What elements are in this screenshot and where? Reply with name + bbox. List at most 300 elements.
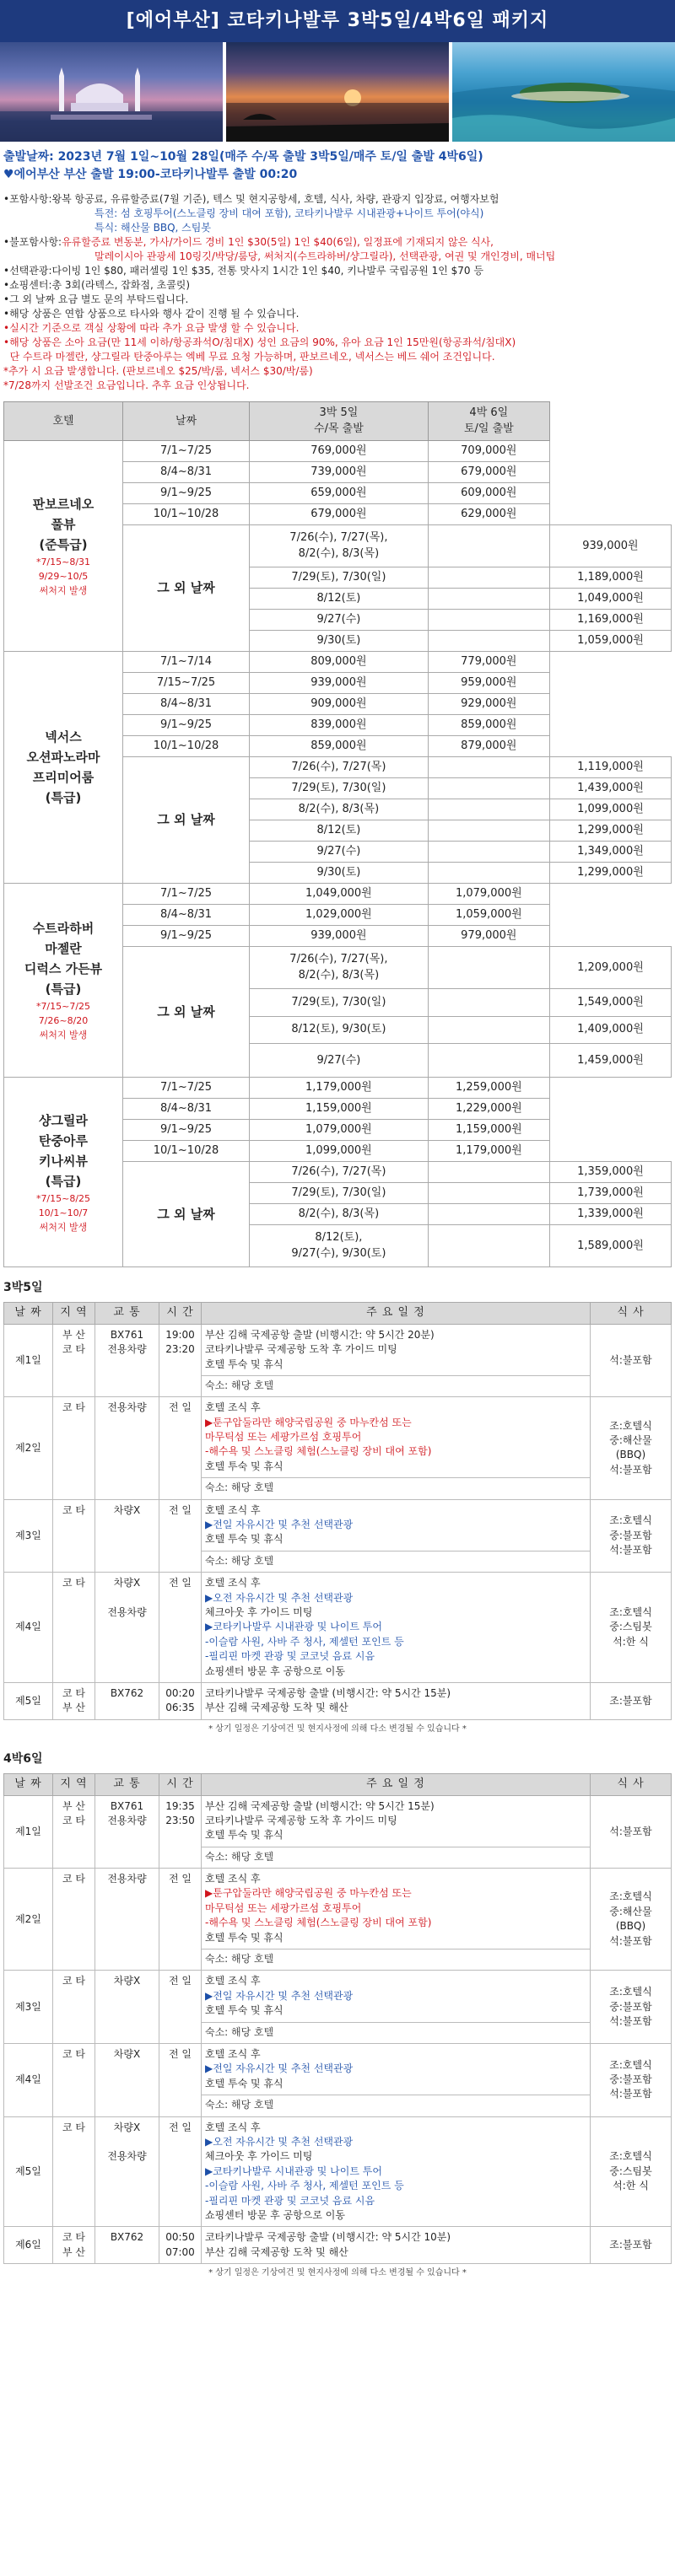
price-4n6d: 1,229,000원 bbox=[428, 1099, 549, 1120]
price-3n5d bbox=[428, 842, 549, 863]
photo-strip bbox=[0, 42, 675, 142]
itin-transport bbox=[95, 1682, 159, 1719]
price-3n5d: 839,000원 bbox=[250, 715, 429, 736]
itin-day: 제3일 bbox=[4, 1499, 53, 1573]
price-date-line: 8/12(토) bbox=[316, 592, 361, 605]
price-date: 7/1~7/25 bbox=[123, 1078, 250, 1099]
price-date-line: 9/30(토) bbox=[316, 634, 361, 648]
price-3n5d bbox=[428, 525, 549, 567]
info-text: 총 3회(라텍스, 잡화점, 초콜릿) bbox=[51, 279, 191, 292]
itin-time-line: 19:35 bbox=[165, 1799, 195, 1812]
itin-region-line: 코 타 bbox=[62, 1975, 85, 1987]
price-3n5d: 679,000원 bbox=[250, 504, 429, 525]
itin-schedule-line: ▶전일 자유시간 및 추천 선택관광 bbox=[205, 2062, 354, 2075]
price-4n6d: 1,739,000원 bbox=[549, 1183, 671, 1204]
itin-region-line: 부 산 bbox=[62, 1328, 85, 1341]
price-date bbox=[250, 1204, 429, 1225]
price-3n5d bbox=[428, 1204, 549, 1225]
price-date-line: 7/26(수), 7/27(목) bbox=[291, 1165, 386, 1179]
hotel-name-line: 디럭스 가든뷰 bbox=[24, 961, 103, 977]
price-date: 9/1~9/25 bbox=[123, 715, 250, 736]
price-3n5d: 1,079,000원 bbox=[250, 1120, 429, 1141]
price-date: 9/1~9/25 bbox=[123, 1120, 250, 1141]
itin-schedule-line: 호텔 조식 후 bbox=[205, 2121, 261, 2133]
price-date bbox=[250, 567, 429, 589]
itin-time-line: 전 일 bbox=[169, 1577, 192, 1589]
price-4n6d: 1,059,000원 bbox=[428, 905, 549, 926]
itin-time-line: 19:00 bbox=[165, 1328, 195, 1341]
info-line bbox=[3, 321, 672, 336]
price-date bbox=[250, 1044, 429, 1078]
itin-schedule-line: 부산 김해 국제공항 도착 및 해산 bbox=[205, 1702, 348, 1714]
itin-schedule-line: 호텔 조식 후 bbox=[205, 1503, 261, 1516]
itin-schedule bbox=[202, 1324, 591, 1397]
itin-schedule-line: 마무틱섬 또는 세팡가르섬 호핑투어 bbox=[205, 1901, 362, 1914]
itin-schedule bbox=[202, 2227, 591, 2264]
itin-day: 제2일 bbox=[4, 1397, 53, 1499]
itin-transport-line: 차량X bbox=[113, 1975, 141, 1987]
hotel-name-line: 샹그릴라 bbox=[39, 1112, 88, 1128]
itin-meal-line: 중:불포함 bbox=[609, 2000, 652, 2013]
info-label: •포함사항: bbox=[3, 193, 52, 205]
itin-schedule-line: 호텔 투숙 및 휴식 bbox=[205, 1829, 284, 1842]
itin-time-line: 07:00 bbox=[165, 2245, 195, 2258]
itin-schedule-line: ▶툰구압둘라만 해양국립공원 중 마누칸섬 또는 bbox=[205, 1887, 412, 1900]
schedule-info bbox=[0, 142, 675, 186]
price-3n5d: 1,099,000원 bbox=[250, 1141, 429, 1162]
price-table bbox=[3, 401, 672, 1267]
itin-transport bbox=[95, 1324, 159, 1397]
hotel-name-line: 넥서스 bbox=[45, 729, 82, 745]
surcharge-note: *7/15~7/25 bbox=[35, 1001, 91, 1013]
price-4n6d: 1,339,000원 bbox=[549, 1204, 671, 1225]
itin-row bbox=[4, 2227, 672, 2264]
itin-transport-line: 전용차량 bbox=[107, 1343, 147, 1356]
itin-schedule-line: ▶코타키나발루 시내관광 및 나이트 투어 bbox=[205, 1621, 382, 1633]
info-label: •쇼핑센터: bbox=[3, 279, 52, 292]
sunset-photo bbox=[226, 42, 449, 142]
itin-meal-line: 중:해산물 bbox=[609, 1434, 652, 1447]
info-text: 다이빙 1인 $80, 패러셀링 1인 $35, 전통 맛사지 1시간 1인 $40, 키나발루 국립공원 1인 $70 등 bbox=[51, 265, 483, 277]
itin-schedule bbox=[202, 1682, 591, 1719]
itin-transport-line: 차량X bbox=[113, 2121, 141, 2133]
price-date bbox=[250, 1016, 429, 1044]
info-text: •해당 상품은 연합 상품으로 타사와 행사 같이 진행 될 수 있습니다. bbox=[3, 308, 300, 320]
itin-meal-line: 석:불포함 bbox=[609, 1353, 652, 1366]
price-date bbox=[250, 1162, 429, 1183]
price-4n6d: 1,179,000원 bbox=[428, 1141, 549, 1162]
info-text: 왕복 항공료, 유류할증료(7월 기준), 텍스 및 현지공항세, 호텔, 식사, 차량, 관광지 입장료, 여행자보험 bbox=[51, 193, 500, 205]
itin-region-line: 코 타 bbox=[62, 1577, 85, 1589]
itin-transport-line: 전용차량 bbox=[107, 1873, 147, 1885]
price-3n5d: 659,000원 bbox=[250, 483, 429, 504]
itin-meal bbox=[591, 2116, 672, 2227]
price-4n6d: 929,000원 bbox=[428, 694, 549, 715]
price-3n5d bbox=[428, 947, 549, 989]
itin-schedule-line: 코타키나발루 국제공항 출발 (비행시간: 약 5시간 15분) bbox=[205, 1686, 451, 1699]
itin-stay: 숙소: 해당 호텔 bbox=[205, 1953, 274, 1966]
itin-region-line: 코 타 bbox=[62, 1686, 85, 1699]
itin-time bbox=[159, 2116, 202, 2227]
itin-schedule bbox=[202, 1869, 591, 1971]
price-3n5d: 1,179,000원 bbox=[250, 1078, 429, 1099]
itin-transport-line: 차량X bbox=[113, 1503, 141, 1516]
itin-transport bbox=[95, 1795, 159, 1869]
itin-schedule-line: ▶전일 자유시간 및 추천 선택관광 bbox=[205, 1989, 354, 2002]
itin-schedule bbox=[202, 1499, 591, 1573]
surcharge-note: 써처지 발생 bbox=[39, 1221, 88, 1233]
itin-stay: 숙소: 해당 호텔 bbox=[205, 1482, 274, 1494]
itin-meal-line: 중:해산물 bbox=[609, 1905, 652, 1917]
price-date-line: 9/27(수) bbox=[316, 1053, 361, 1067]
itinerary-4n6d-footnote: * 상기 일정은 기상여건 및 현지사정에 의해 다소 변경될 수 있습니다 * bbox=[208, 2268, 467, 2278]
itin-header: 주 요 일 정 bbox=[202, 1773, 591, 1795]
itin-transport bbox=[95, 1869, 159, 1971]
itin-stay: 숙소: 해당 호텔 bbox=[205, 1850, 274, 1863]
itin-time bbox=[159, 1499, 202, 1573]
itin-transport-line: 차량X bbox=[113, 1577, 141, 1589]
price-date-line: 7/26(수), 7/27(목) bbox=[291, 761, 386, 774]
price-date-line: 7/26(수), 7/27(목), bbox=[289, 953, 388, 966]
itin-region-line: 코 타 bbox=[62, 1814, 85, 1826]
itin-meal-line: 조:호텔식 bbox=[609, 1890, 652, 1903]
price-4n6d: 679,000원 bbox=[428, 462, 549, 483]
itinerary-4n6d-table bbox=[3, 1773, 672, 2265]
itin-transport bbox=[95, 1573, 159, 1683]
mosque-icon bbox=[0, 42, 223, 142]
itin-region bbox=[53, 1573, 95, 1683]
itin-time bbox=[159, 1795, 202, 1869]
price-date bbox=[250, 799, 429, 820]
price-3n5d bbox=[428, 1044, 549, 1078]
itin-stay: 숙소: 해당 호텔 bbox=[205, 1379, 274, 1391]
price-4n6d: 1,549,000원 bbox=[549, 989, 671, 1017]
other-dates-label: 그 외 날짜 bbox=[123, 947, 250, 1078]
header-3n5d-title: 3박 5일 bbox=[319, 406, 359, 420]
price-date: 7/1~7/14 bbox=[123, 652, 250, 673]
itin-time-line: 전 일 bbox=[169, 1873, 192, 1885]
price-4n6d: 959,000원 bbox=[428, 673, 549, 694]
other-dates-label: 그 외 날짜 bbox=[123, 525, 250, 652]
itin-time bbox=[159, 1971, 202, 2044]
price-date-line: 8/2(수), 8/3(목) bbox=[298, 803, 380, 816]
itin-schedule bbox=[202, 1397, 591, 1499]
itin-region-line: 코 타 bbox=[62, 1343, 85, 1356]
price-date bbox=[250, 863, 429, 884]
price-date-line: 7/29(토), 7/30(일) bbox=[291, 1186, 386, 1200]
price-date bbox=[250, 1225, 429, 1267]
info-text: 특전: 섬 호핑투어(스노클링 장비 대여 포함), 코타키나발루 시내관광+나이트 투어(야식) bbox=[94, 207, 484, 220]
itin-meal bbox=[591, 1324, 672, 1397]
itin-transport-line bbox=[99, 1591, 155, 1605]
itin-time bbox=[159, 1573, 202, 1683]
itin-schedule-line: 체크아웃 후 가이드 미팅 bbox=[205, 2150, 313, 2163]
price-4n6d: 1,079,000원 bbox=[428, 884, 549, 905]
price-3n5d bbox=[428, 1225, 549, 1267]
hotel-name-line: 수트라하버 bbox=[32, 921, 94, 937]
itin-time bbox=[159, 1869, 202, 1971]
price-date: 7/1~7/25 bbox=[123, 884, 250, 905]
itin-time-line: 전 일 bbox=[169, 2121, 192, 2133]
itin-time bbox=[159, 2227, 202, 2264]
info-line bbox=[3, 364, 672, 379]
price-date-line: 9/30(토) bbox=[316, 866, 361, 879]
itin-meal-line: 중:스팀봇 bbox=[609, 1621, 652, 1633]
info-line bbox=[3, 207, 672, 221]
itin-meal bbox=[591, 1869, 672, 1971]
itin-schedule-line: 호텔 조식 후 bbox=[205, 1401, 261, 1414]
itin-region bbox=[53, 1499, 95, 1573]
price-3n5d bbox=[428, 1183, 549, 1204]
price-row bbox=[4, 1078, 672, 1099]
price-4n6d: 1,259,000원 bbox=[428, 1078, 549, 1099]
itin-schedule-line: -필리핀 마켓 관광 및 코코넛 음료 시음 bbox=[205, 2194, 375, 2207]
price-4n6d: 1,209,000원 bbox=[549, 947, 671, 989]
surcharge-note: *7/15~8/31 bbox=[35, 557, 91, 568]
price-4n6d: 1,409,000원 bbox=[549, 1016, 671, 1044]
itin-meal bbox=[591, 2043, 672, 2116]
price-date: 8/4~8/31 bbox=[123, 462, 250, 483]
hotel-name-line: 마젤란 bbox=[45, 941, 82, 957]
itin-region bbox=[53, 2043, 95, 2116]
itin-meal-line: 석:불포함 bbox=[609, 2014, 652, 2027]
itin-schedule-line: 호텔 투숙 및 휴식 bbox=[205, 2004, 284, 2017]
itin-schedule-line: 호텔 조식 후 bbox=[205, 1577, 261, 1589]
hotel-name-line: 풀뷰 bbox=[51, 517, 76, 533]
price-4n6d: 779,000원 bbox=[428, 652, 549, 673]
itin-transport bbox=[95, 2227, 159, 2264]
itin-region-line: 코 타 bbox=[62, 1503, 85, 1516]
price-date bbox=[250, 1183, 429, 1204]
itin-region-line: 부 산 bbox=[62, 1702, 85, 1714]
itin-schedule-line: 코타키나발루 국제공항 도착 후 가이드 미팅 bbox=[205, 1343, 397, 1356]
itin-schedule-line: 호텔 조식 후 bbox=[205, 1975, 261, 1987]
itin-schedule-line: ▶코타키나발루 시내관광 및 나이트 투어 bbox=[205, 2165, 382, 2177]
info-text: •실시간 기준으로 객실 상황에 따라 추가 요금 발생 할 수 있습니다. bbox=[3, 322, 300, 335]
info-line bbox=[3, 350, 672, 364]
price-3n5d: 939,000원 bbox=[250, 673, 429, 694]
price-date-line: 9/27(수) bbox=[316, 613, 361, 627]
itin-header: 주 요 일 정 bbox=[202, 1302, 591, 1324]
itin-region bbox=[53, 1324, 95, 1397]
price-4n6d: 879,000원 bbox=[428, 736, 549, 757]
itin-header: 날 짜 bbox=[4, 1302, 53, 1324]
surcharge-note: 10/1~10/7 bbox=[38, 1207, 89, 1218]
itinerary-4n6d-title: 4박6일 bbox=[3, 1752, 43, 1767]
itin-meal-line: 석:불포함 bbox=[609, 1934, 652, 1947]
itin-transport bbox=[95, 2043, 159, 2116]
price-date-line: 8/12(토) bbox=[316, 824, 361, 837]
info-text: 유류할증료 변동분, 가사/가이드 경비 1인 $30(5일) 1인 $40(6일), 일정표에 기재되지 않은 식사, bbox=[62, 236, 494, 249]
itin-meal-line: 조:호텔식 bbox=[609, 1986, 652, 1998]
price-date bbox=[250, 947, 429, 989]
price-date bbox=[250, 989, 429, 1017]
surcharge-note: 써처지 발생 bbox=[39, 1030, 88, 1041]
price-4n6d: 1,349,000원 bbox=[549, 842, 671, 863]
price-row bbox=[4, 884, 672, 905]
hotel-name-line: 프리미어룸 bbox=[32, 770, 94, 786]
itin-schedule-line: 쇼핑센터 방문 후 공항으로 이동 bbox=[205, 1664, 345, 1677]
price-date bbox=[250, 589, 429, 610]
itin-time-line: 00:20 bbox=[165, 1686, 195, 1699]
itin-meal-line: 조:불포함 bbox=[609, 1694, 652, 1707]
info-text: •해당 상품은 소아 요금(만 11세 이하/항공좌석O/침대X) 성인 요금의 90%, 유아 요금 1인 15만원(항공좌석/침대X) bbox=[3, 336, 516, 349]
itin-meal bbox=[591, 1573, 672, 1683]
itin-time bbox=[159, 1324, 202, 1397]
mosque-photo bbox=[0, 42, 223, 142]
itin-header: 교 통 bbox=[95, 1773, 159, 1795]
itin-schedule-line: 호텔 투숙 및 휴식 bbox=[205, 1460, 284, 1472]
departure-dates: 출발날짜: 2023년 7월 1일~10월 28일(매주 수/목 출발 3박5일/매주 토/일 출발 4박6일) bbox=[3, 150, 483, 164]
price-4n6d: 1,059,000원 bbox=[549, 631, 671, 652]
itin-header: 교 통 bbox=[95, 1302, 159, 1324]
price-4n6d: 1,049,000원 bbox=[549, 589, 671, 610]
price-4n6d: 609,000원 bbox=[428, 483, 549, 504]
info-text: *7/28까지 선발조건 요금입니다. 추후 요금 인상됩니다. bbox=[3, 379, 250, 392]
itin-region-line: 코 타 bbox=[62, 2121, 85, 2133]
itin-row bbox=[4, 1682, 672, 1719]
itin-stay: 숙소: 해당 호텔 bbox=[205, 1554, 274, 1567]
itin-schedule-line: 코타키나발루 국제공항 도착 후 가이드 미팅 bbox=[205, 1814, 397, 1826]
price-date-line: 8/2(수), 8/3(목) bbox=[298, 1207, 380, 1221]
itin-day: 제5일 bbox=[4, 2116, 53, 2227]
itin-row bbox=[4, 1397, 672, 1499]
price-3n5d bbox=[428, 778, 549, 799]
info-label: •불포함사항: bbox=[3, 236, 62, 249]
itin-meal-line: (BBQ) bbox=[615, 1449, 646, 1461]
itin-region-line: 코 타 bbox=[62, 2047, 85, 2060]
price-3n5d: 809,000원 bbox=[250, 652, 429, 673]
stay-divider bbox=[202, 1375, 590, 1376]
info-line bbox=[3, 379, 672, 393]
other-dates-label: 그 외 날짜 bbox=[123, 757, 250, 884]
itin-meal-line: 석:불포함 bbox=[609, 1463, 652, 1476]
itin-transport bbox=[95, 1397, 159, 1499]
itin-day: 제1일 bbox=[4, 1795, 53, 1869]
price-date: 7/1~7/25 bbox=[123, 441, 250, 462]
itin-day: 제1일 bbox=[4, 1324, 53, 1397]
price-4n6d: 979,000원 bbox=[428, 926, 549, 947]
info-label: •선택관광: bbox=[3, 265, 52, 277]
itin-schedule-line: ▶툰구압둘라만 해양국립공원 중 마누칸섬 또는 bbox=[205, 1416, 412, 1428]
price-date-line: 9/27(수) bbox=[316, 845, 361, 858]
itin-row bbox=[4, 1971, 672, 2044]
hotel-name-line: (특급) bbox=[45, 790, 82, 806]
info-line bbox=[3, 336, 672, 350]
price-date-line: 7/29(토), 7/30(일) bbox=[291, 995, 386, 1008]
itin-schedule-line: 호텔 조식 후 bbox=[205, 2047, 261, 2060]
itin-transport-line: 전용차량 bbox=[107, 1401, 147, 1414]
surcharge-note: 써처지 발생 bbox=[39, 585, 88, 597]
price-4n6d: 1,119,000원 bbox=[549, 757, 671, 778]
itin-day: 제6일 bbox=[4, 2227, 53, 2264]
itin-day: 제4일 bbox=[4, 1573, 53, 1683]
price-date: 8/4~8/31 bbox=[123, 1099, 250, 1120]
price-date bbox=[250, 525, 429, 567]
stay-divider bbox=[202, 1477, 590, 1478]
price-date bbox=[250, 610, 429, 631]
price-3n5d bbox=[428, 757, 549, 778]
price-4n6d: 629,000원 bbox=[428, 504, 549, 525]
itin-transport-line: BX761 bbox=[110, 1799, 144, 1812]
itin-time-line: 23:20 bbox=[165, 1343, 195, 1356]
itin-meal bbox=[591, 1682, 672, 1719]
surcharge-note: 9/29~10/5 bbox=[38, 571, 89, 583]
itin-schedule-line: -필리핀 마켓 관광 및 코코넛 음료 시음 bbox=[205, 1650, 375, 1663]
hotel-name-line: (특급) bbox=[45, 981, 82, 998]
itin-region bbox=[53, 1971, 95, 2044]
price-date-line: 7/29(토), 7/30(일) bbox=[291, 571, 386, 584]
itin-header: 식 사 bbox=[591, 1773, 672, 1795]
price-3n5d: 1,159,000원 bbox=[250, 1099, 429, 1120]
price-4n6d: 1,299,000원 bbox=[549, 863, 671, 884]
price-4n6d: 1,299,000원 bbox=[549, 820, 671, 842]
itin-transport-line: 전용차량 bbox=[107, 1814, 147, 1826]
itin-time-line: 전 일 bbox=[169, 2047, 192, 2060]
hotel-name-line: 키나씨뷰 bbox=[39, 1153, 88, 1169]
info-text: *추가 시 요금 발생합니다. (판보르네오 $25/박/룸, 넥서스 $30/박/룸) bbox=[3, 365, 313, 378]
info-line bbox=[3, 307, 672, 321]
itin-transport bbox=[95, 2116, 159, 2227]
itin-day: 제4일 bbox=[4, 2043, 53, 2116]
itin-row bbox=[4, 2043, 672, 2116]
hotel-name-cell bbox=[4, 1078, 123, 1267]
header-hotel: 호텔 bbox=[4, 402, 123, 441]
itin-region bbox=[53, 2116, 95, 2227]
itin-meal-line: 조:불포함 bbox=[609, 2238, 652, 2251]
price-4n6d: 1,589,000원 bbox=[549, 1225, 671, 1267]
itin-meal bbox=[591, 1795, 672, 1869]
itin-meal bbox=[591, 1397, 672, 1499]
itin-meal bbox=[591, 1499, 672, 1573]
price-3n5d: 769,000원 bbox=[250, 441, 429, 462]
itin-meal-line: (BBQ) bbox=[615, 1920, 646, 1933]
itin-meal-line: 조:호텔식 bbox=[609, 1605, 652, 1618]
itin-schedule-line: 부산 김해 국제공항 출발 (비행시간: 약 5시간 20분) bbox=[205, 1328, 435, 1341]
surcharge-note: *7/15~8/25 bbox=[35, 1192, 91, 1204]
itin-region bbox=[53, 1682, 95, 1719]
itin-schedule-line: 호텔 투숙 및 휴식 bbox=[205, 1533, 284, 1546]
itin-schedule-line: 코타키나발루 국제공항 출발 (비행시간: 약 5시간 10분) bbox=[205, 2231, 451, 2244]
itin-region-line: 코 타 bbox=[62, 2231, 85, 2244]
price-date-line: 7/29(토), 7/30(일) bbox=[291, 782, 386, 795]
itin-meal-line: 석:불포함 bbox=[609, 1825, 652, 1837]
itin-transport bbox=[95, 1499, 159, 1573]
itin-time-line: 전 일 bbox=[169, 1975, 192, 1987]
itin-header: 시 간 bbox=[159, 1773, 202, 1795]
itin-transport-line: BX762 bbox=[110, 1686, 144, 1699]
itin-meal-line: 중:스팀봇 bbox=[609, 2165, 652, 2177]
itin-region-line: 부 산 bbox=[62, 2245, 85, 2258]
itin-region-line: 코 타 bbox=[62, 1873, 85, 1885]
itin-day: 제5일 bbox=[4, 1682, 53, 1719]
price-row bbox=[4, 652, 672, 673]
price-3n5d bbox=[428, 799, 549, 820]
itin-schedule-line: 마무틱섬 또는 세팡가르섬 호핑투어 bbox=[205, 1431, 362, 1444]
price-4n6d: 939,000원 bbox=[549, 525, 671, 567]
info-line bbox=[3, 221, 672, 235]
itin-region bbox=[53, 1869, 95, 1971]
itin-schedule bbox=[202, 1971, 591, 2044]
price-4n6d: 1,169,000원 bbox=[549, 610, 671, 631]
itin-row bbox=[4, 1573, 672, 1683]
itin-meal-line: 석:불포함 bbox=[609, 2088, 652, 2100]
itin-time bbox=[159, 1397, 202, 1499]
itinerary-3n5d-footnote: * 상기 일정은 기상여건 및 현지사정에 의해 다소 변경될 수 있습니다 * bbox=[208, 1724, 467, 1734]
itin-schedule bbox=[202, 1573, 591, 1683]
price-date: 9/1~9/25 bbox=[123, 926, 250, 947]
itin-schedule-line: -이슬람 사원, 사바 주 청사, 제셀턴 포인트 등 bbox=[205, 1635, 404, 1648]
